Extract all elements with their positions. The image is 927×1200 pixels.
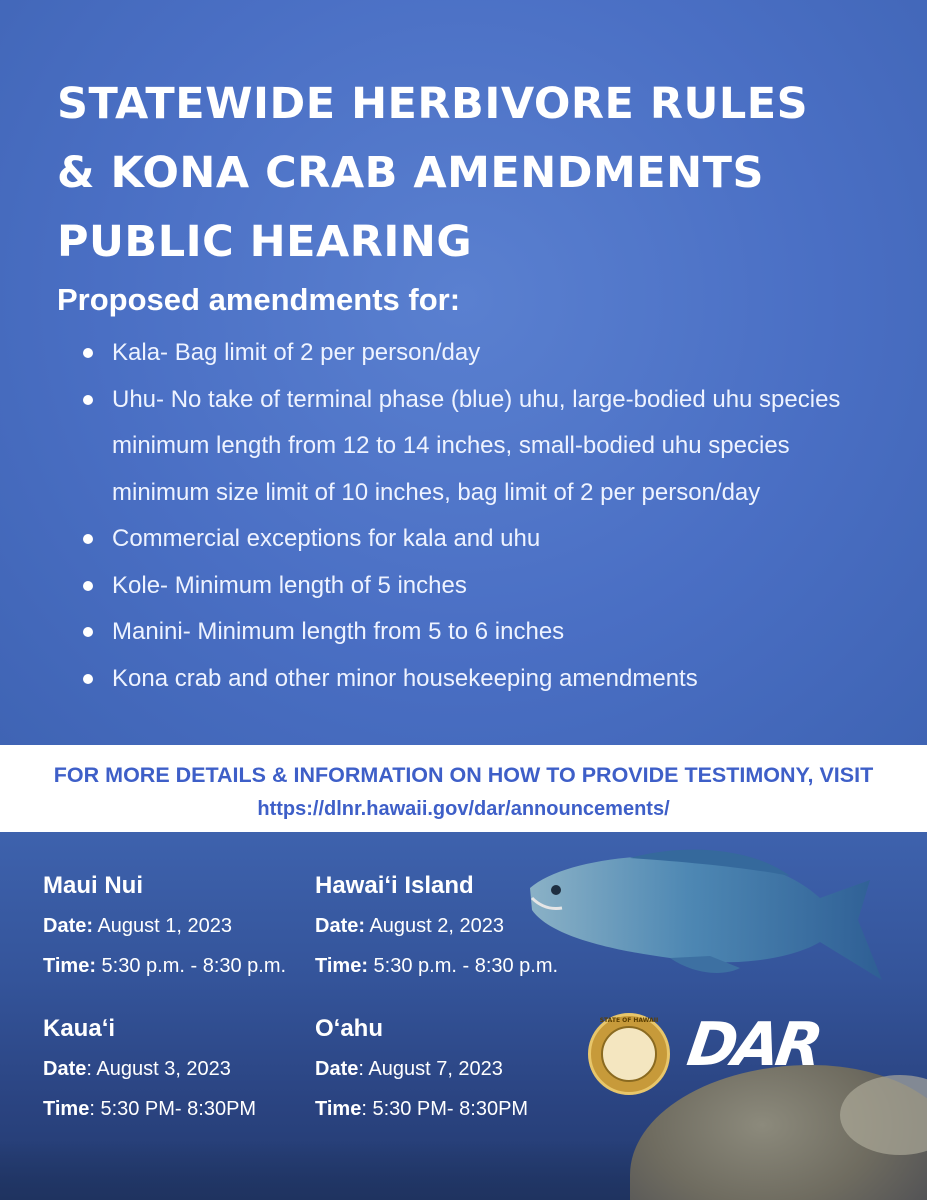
list-item bbox=[80, 330, 880, 377]
dar-logo: DAR bbox=[683, 1010, 824, 1080]
location-name: Hawaiʻi Island bbox=[315, 872, 474, 899]
hearing-hawaii-island bbox=[315, 872, 558, 986]
time-label: Time: bbox=[43, 955, 96, 977]
announcements-link[interactable]: https://dlnr.hawaii.gov/dar/announcements/ bbox=[257, 798, 670, 820]
seal-label: STATE OF HAWAII bbox=[599, 1017, 659, 1024]
list-item-text: Manini- Minimum length from 5 to 6 inches bbox=[112, 618, 565, 645]
seabed bbox=[0, 1140, 640, 1200]
date-label: Date: bbox=[315, 915, 366, 937]
list-item-text: Kala- Bag limit of 2 per person/day bbox=[112, 339, 481, 366]
list-item bbox=[80, 516, 880, 563]
date-value: : August 3, 2023 bbox=[86, 1058, 231, 1080]
location-name: Maui Nui bbox=[43, 872, 143, 899]
proposed-heading: Proposed amendments for: bbox=[57, 282, 461, 317]
list-item-text: Uhu- No take of terminal phase (blue) uhu, large-bodied uhu species minimum length from 12 to 14 inches, small-bodied uhu species minimum size limit of 10 inches, bag limit of 2 per person/day bbox=[112, 385, 841, 506]
time-row bbox=[43, 1089, 256, 1129]
time-value: 5:30 p.m. - 8:30 p.m. bbox=[367, 955, 559, 977]
date-label: Date bbox=[315, 1058, 359, 1080]
info-band bbox=[0, 745, 927, 832]
hearing-kauai bbox=[43, 1015, 256, 1129]
state-seal-icon bbox=[588, 1013, 670, 1095]
title-line-1: STATEWIDE HERBIVORE RULES bbox=[57, 79, 809, 129]
list-item-text: Kona crab and other minor housekeeping amendments bbox=[112, 664, 698, 692]
time-value: 5:30 p.m. - 8:30 p.m. bbox=[95, 955, 287, 977]
title-line-2: & KONA CRAB AMENDMENTS bbox=[57, 148, 764, 198]
list-item bbox=[80, 656, 880, 703]
time-label: Time: bbox=[315, 955, 368, 977]
page-title bbox=[57, 70, 907, 277]
time-label: Time bbox=[315, 1098, 362, 1120]
bullet-icon bbox=[83, 627, 93, 637]
date-row bbox=[315, 1049, 528, 1089]
date-row bbox=[43, 1049, 256, 1089]
time-row bbox=[315, 946, 558, 986]
bullet-icon bbox=[83, 534, 93, 544]
list-item bbox=[80, 609, 880, 656]
date-row bbox=[315, 906, 558, 946]
list-item bbox=[80, 563, 880, 610]
list-item-text: Kole- Minimum length of 5 inches bbox=[112, 571, 467, 599]
title-line-3: PUBLIC HEARING bbox=[57, 217, 473, 267]
date-row bbox=[43, 906, 286, 946]
amendments-list bbox=[80, 330, 880, 702]
date-value: August 1, 2023 bbox=[93, 915, 233, 937]
bullet-icon bbox=[83, 581, 93, 591]
date-value: : August 7, 2023 bbox=[358, 1058, 503, 1080]
bullet-icon bbox=[83, 395, 93, 405]
time-row bbox=[43, 946, 286, 986]
info-text: FOR MORE DETAILS & INFORMATION ON HOW TO PROVIDE TESTIMONY, VISIT bbox=[53, 763, 874, 787]
time-row bbox=[315, 1089, 528, 1129]
date-value: August 2, 2023 bbox=[365, 915, 505, 937]
time-label: Time bbox=[43, 1098, 90, 1120]
time-value: : 5:30 PM- 8:30PM bbox=[361, 1098, 529, 1120]
list-item-text: Commercial exceptions for kala and uhu bbox=[112, 525, 541, 552]
list-item bbox=[80, 377, 880, 517]
date-label: Date: bbox=[43, 915, 94, 937]
hearing-maui-nui bbox=[43, 872, 286, 986]
parrotfish-icon bbox=[520, 840, 890, 1010]
bullet-icon bbox=[83, 348, 93, 358]
date-label: Date bbox=[43, 1058, 87, 1080]
hearing-oahu bbox=[315, 1015, 528, 1129]
seal-center bbox=[601, 1026, 657, 1082]
bullet-icon bbox=[83, 674, 93, 684]
location-name: Oʻahu bbox=[315, 1015, 384, 1042]
location-name: Kauaʻi bbox=[43, 1015, 116, 1042]
time-value: : 5:30 PM- 8:30PM bbox=[89, 1098, 257, 1120]
